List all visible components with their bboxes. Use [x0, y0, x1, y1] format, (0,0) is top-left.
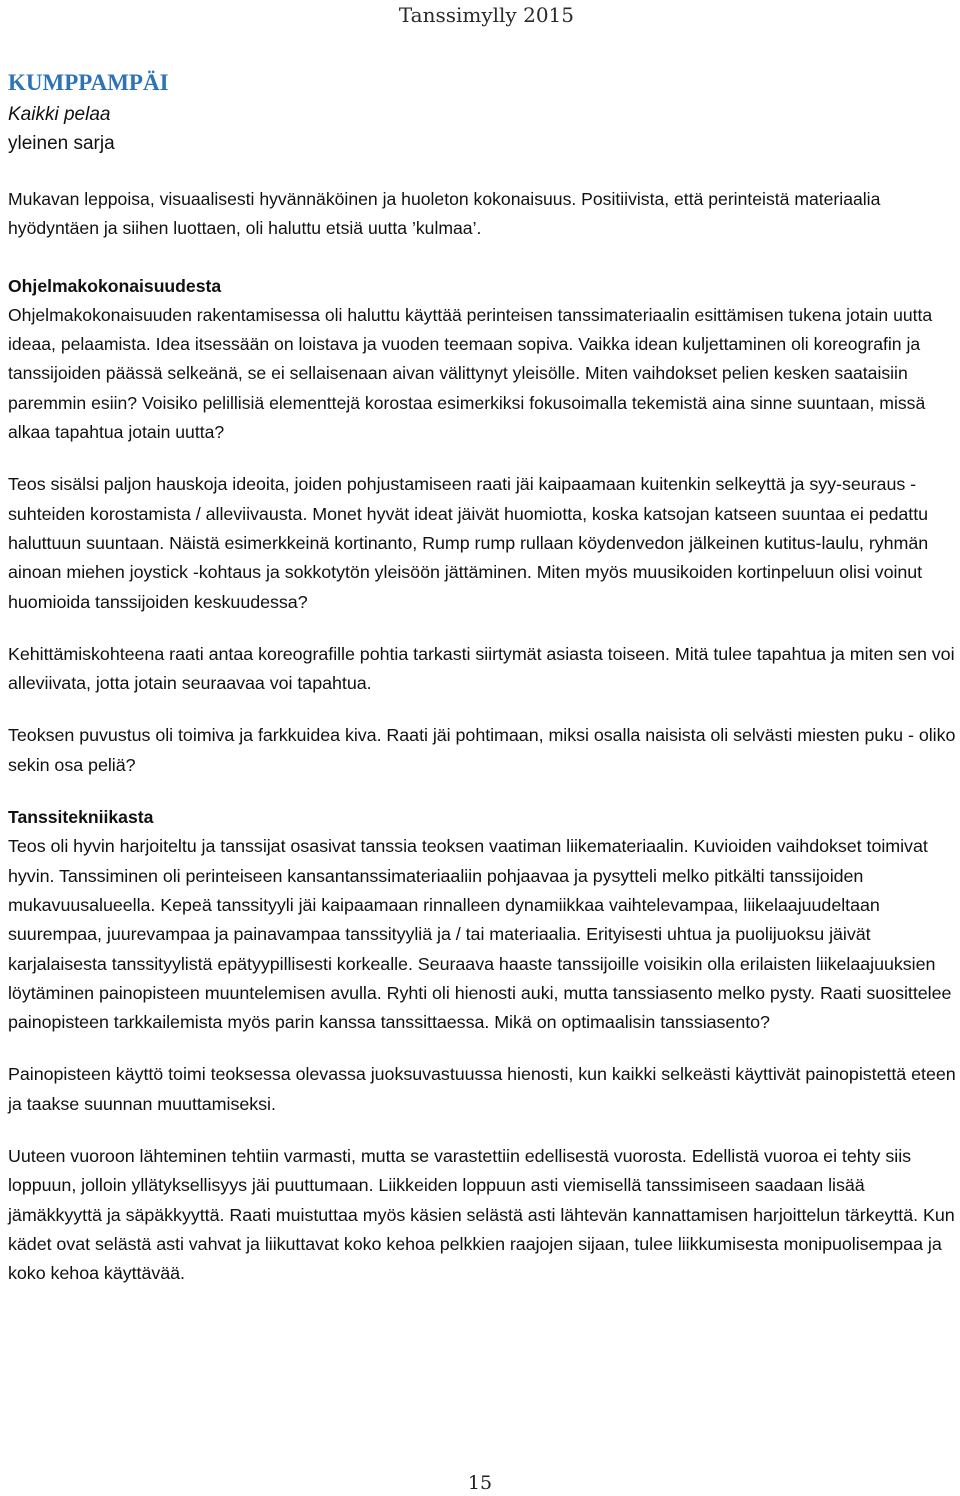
- spacer: [8, 158, 958, 185]
- spacer: [8, 244, 958, 272]
- intro-paragraph: Mukavan leppoisa, visuaalisesti hyvännäköinen ja huoleton kokonaisuus. Positiivista, että perinteistä materiaalia hyödyntäen ja siihen luottaen, oli haluttu etsiä uutta ’kulmaa’.: [8, 189, 881, 239]
- technique-paragraph-2: Painopisteen käyttö toimi teoksessa olevassa juoksuvastuussa hienosti, kun kaikki selkeästi käyttivät painopistettä eteen ja taakse suunnan muuttamiseksi.: [8, 1064, 956, 1114]
- spacer: [8, 447, 958, 470]
- running-header: Tanssimylly 2015: [398, 3, 574, 27]
- program-paragraph-4: Teoksen puvustus oli toimiva ja farkkuidea kiva. Raati jäi pohtimaan, miksi osalla naisista oli selvästi miesten puku - oliko sekin osa peliä?: [8, 725, 956, 775]
- entry-series: yleinen sarja: [8, 133, 115, 154]
- spacer: [8, 1037, 958, 1060]
- spacer: [8, 698, 958, 721]
- section-heading-technique: Tanssitekniikasta: [8, 807, 154, 828]
- entry-group: Kaikki pelaa: [8, 104, 111, 125]
- entry-title: KUMPPAMPÄI: [8, 70, 169, 95]
- spacer: [8, 1119, 958, 1142]
- technique-paragraph-1: Teos oli hyvin harjoiteltu ja tanssijat osasivat tanssia teoksen vaatiman liikemateriaalin. Kuvioiden vaihdokset toimivat hyvin. Tanssiminen oli perinteiseen kansantanssimateriaaliin pohjaavaa ja pysytteli melko pitkälti tanssijoiden mukavuusalueella. Kepeä tanssityyli jäi kaipaamaan rinnalleen dynamiikkaa vaihtelevampaa, liikelaajuudeltaan suurempaa, juurevampaa ja painavampaa tanssityyliä ja / tai materiaalia. Erityisesti uhtua ja puolijuoksu jäivät karjalaisesta tanssityylistä epätyypillisesti korkealle. Seuraava haaste tanssijoille voisikin olla erilaisten liikelaajuuksien löytäminen painopisteen muuntelemisen avulla. Ryhti oli hienosti auki, mutta tanssiasento melko pysty. Raati suosittelee painopisteen tarkkailemista myös parin kanssa tanssittaessa. Mikä on optimaalisin tanssiasento?: [8, 836, 952, 1033]
- spacer: [8, 617, 958, 640]
- technique-paragraph-3: Uuteen vuoroon lähteminen tehtiin varmasti, mutta se varastettiin edellisestä vuorosta. Edellistä vuoroa ei tehty siis loppuun, jolloin yllätyksellisyys jäi puuttumaan. Liikkeiden loppuun asti viemisellä tanssimiseen saadaan lisää jämäkkyyttä ja säpäkkyyttä. Raati muistuttaa myös käsien selästä asti lähtevän kannattamisen harjoittelun tärkeyttä. Kun kädet ovat selästä asti vahvat ja liikuttavat koko kehoa pelkkien raajojen sijaan, tulee liikkumisesta monipuolisempaa ja koko kehoa käyttävää.: [8, 1146, 955, 1284]
- page-number: 15: [467, 1472, 493, 1494]
- document-body: [8, 66, 958, 1289]
- section-heading-program: Ohjelmakokonaisuudesta: [8, 275, 222, 296]
- program-paragraph-2: Teos sisälsi paljon hauskoja ideoita, joiden pohjustamiseen raati jäi kaipaamaan kuitenkin selkeyttä ja syy-seuraus -suhteiden korostamista / alleviivausta. Monet hyvät ideat jäivät huomiotta, koska katsojan katseen suuntaa ei pedattu haluttuun suuntaan. Näistä esimerkkeinä kortinanto, Rump rump rullaan köydenvedon jälkeinen kutitus-laulu, ryhmän ainoan miehen joystick -kohtaus ja sokkotytön yleisöön jättäminen. Miten myös muusikoiden kortinpeluun olisi voinut huomioida tanssijoiden keskuudessa?: [8, 474, 929, 612]
- spacer: [8, 780, 958, 803]
- program-paragraph-1: Ohjelmakokonaisuuden rakentamisessa oli haluttu käyttää perinteisen tanssimateriaalin esittämisen tukena jotain uutta ideaa, pelaamista. Idea itsessään on loistava ja vuoden teemaan sopiva. Vaikka idean kuljettaminen oli koreografin ja tanssijoiden päässä selkeänä, se ei sellaisenaan aivan välittynyt yleisölle. Miten vaihdokset pelien kesken saataisiin paremmin esiin? Voisiko pelillisiä elementtejä korostaa esimerkiksi fokusoimalla tekemistä aina sinne suuntaan, missä alkaa tapahtua jotain uutta?: [8, 304, 933, 443]
- program-paragraph-3: Kehittämiskohteena raati antaa koreografille pohtia tarkasti siirtymät asiasta toiseen. Mitä tulee tapahtua ja miten sen voi alleviivata, jotta jotain seuraavaa voi tapahtua.: [8, 643, 955, 694]
